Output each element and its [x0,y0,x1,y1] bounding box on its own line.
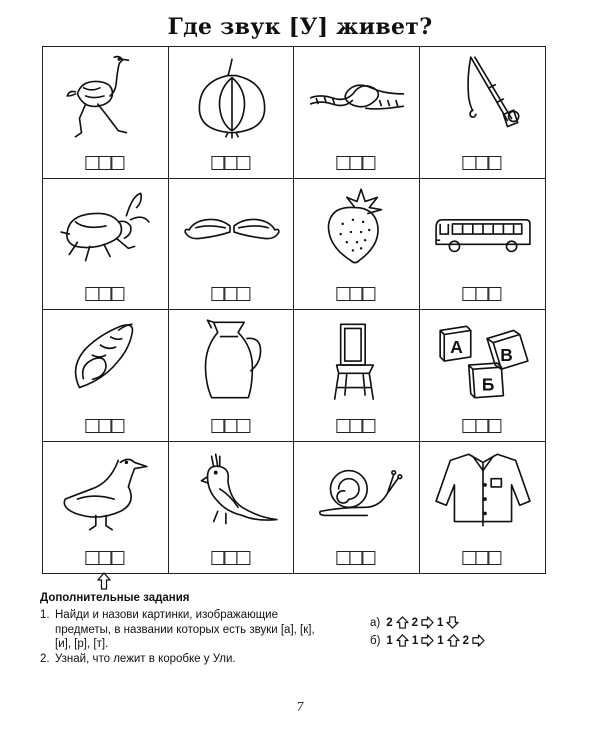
sound-boxes[interactable] [463,156,502,170]
page-title: Где звук [У] живет? [167,14,433,40]
arrow-down-icon [446,616,459,629]
task-text: Найди и назови картинки, изображающие предметы, в названии которых есть звуки [а], [к], [и], [р], [т]. [55,609,315,650]
picture-grid [42,46,546,574]
arrow-up-icon [447,634,460,647]
sound-boxes[interactable] [86,551,125,565]
duck-icon [55,448,157,536]
arrow-up-icon [96,572,112,590]
sound-boxes[interactable] [211,419,250,433]
grid-cell-jug [169,310,295,442]
grid-cell-chair [294,310,420,442]
step-number: 1 [437,634,444,647]
sound-boxes[interactable] [463,551,502,565]
grid-cell-snail [294,442,420,574]
extra-tasks-list [40,608,330,666]
grid-cell-bus [420,179,546,311]
step-number: 1 [411,634,419,647]
grid-cell-beetle [43,179,169,311]
sound-boxes[interactable] [211,156,250,170]
task-number: 2. [40,652,50,665]
grid-cell-duck [43,442,169,574]
puzzle-b [370,634,485,647]
parrot-icon [181,448,283,536]
sound-boxes[interactable] [211,287,250,301]
step-number: 2 [411,616,419,629]
sound-boxes[interactable] [337,419,376,433]
puzzle-label: б) [370,634,381,647]
sound-boxes[interactable] [463,419,502,433]
jug-icon [181,316,283,404]
arrow-up-icon [396,616,409,629]
puzzle-a [370,616,459,629]
sound-boxes[interactable] [337,156,376,170]
grid-cell-rope-knot [294,47,420,179]
block-letter-b: Б [481,374,494,395]
grid-cell-letter-blocks [420,310,546,442]
ostrich-icon [55,53,157,141]
step-number: 1 [386,634,393,647]
grid-cell-seashell [43,310,169,442]
grid-cell-parrot [169,442,295,574]
grid-cell-onion [169,47,295,179]
sound-boxes[interactable] [337,551,376,565]
grid-cell-jacket [420,442,546,574]
onion-icon [181,53,283,141]
arrow-right-icon [421,634,434,647]
grid-cell-ostrich [43,47,169,179]
fishing-rod-icon [432,53,534,141]
letter-blocks-icon [432,316,534,404]
sound-boxes[interactable] [86,419,125,433]
jacket-icon [432,448,534,536]
grid-cell-mustache [169,179,295,311]
puzzle-label: а) [370,616,381,629]
bus-icon [432,185,534,273]
step-number: 2 [462,634,470,647]
seashell-icon [55,316,157,404]
extra-tasks-heading: Дополнительные задания [40,592,190,604]
rope-knot-icon [306,53,408,141]
task-item [40,608,330,652]
sound-boxes[interactable] [463,287,502,301]
sound-boxes[interactable] [86,156,125,170]
chair-icon [306,316,408,404]
snail-icon [306,448,408,536]
strawberry-icon [306,185,408,273]
mustache-icon [181,185,283,273]
block-letter-a: А [449,336,463,357]
task-text: Узнай, что лежит в коробке у Ули. [55,652,236,665]
task-item [40,652,330,667]
page-number: 7 [296,700,304,714]
arrow-up-icon [396,634,409,647]
block-letter-v: В [499,345,513,366]
sound-boxes[interactable] [337,287,376,301]
step-number: 1 [437,616,444,629]
grid-cell-strawberry [294,179,420,311]
sound-boxes[interactable] [211,551,250,565]
beetle-icon [55,185,157,273]
sound-boxes[interactable] [86,287,125,301]
step-number: 2 [386,616,393,629]
arrow-right-icon [472,634,485,647]
task-number: 1. [40,609,50,621]
arrow-right-icon [421,616,434,629]
grid-cell-fishing-rod [420,47,546,179]
